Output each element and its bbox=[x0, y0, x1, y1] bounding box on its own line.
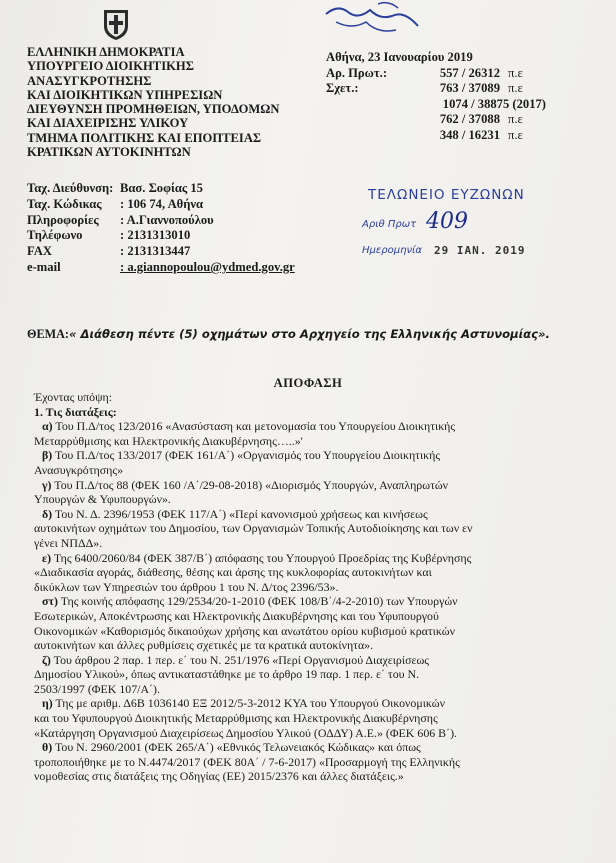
reference-value: 762 / 37088 bbox=[439, 112, 500, 127]
provision-line bbox=[34, 755, 592, 770]
reference-row bbox=[326, 66, 554, 82]
provision-line bbox=[34, 740, 592, 755]
reference-row bbox=[326, 81, 554, 97]
provision-list bbox=[34, 419, 592, 784]
provision-line bbox=[34, 507, 592, 522]
header-line: ΕΛΛΗΝΙΚΗ ΔΗΜΟΚΡΑΤΙΑ bbox=[27, 45, 185, 59]
provision-text: Του Π.Δ/τος 123/2016 «Ανασύσταση και μετονομασία του Υπουργείου Διοικητικής bbox=[55, 419, 456, 434]
contact-label: Πληροφορίες bbox=[27, 212, 99, 227]
provision-text: Εσωτερικών, Αποκέντρωσης και Ηλεκτρονικής Διακυβέρνησης και του Υφυπουργού bbox=[34, 608, 439, 623]
reference-suffix: π.ε bbox=[508, 112, 523, 127]
contact-value: : 106 74, Αθήνα bbox=[120, 196, 204, 211]
reference-block bbox=[326, 50, 554, 144]
provision-letter: θ) bbox=[42, 740, 53, 755]
contact-value: : 2131313447 bbox=[120, 244, 191, 259]
provision-line bbox=[34, 434, 592, 449]
stamp-office: ΤΕΛΩΝΕΙΟ ΕΥΖΩΝΩΝ bbox=[368, 187, 525, 203]
reference-key bbox=[326, 97, 396, 113]
provision-item bbox=[34, 594, 592, 652]
subject-label: ΘΕΜΑ: bbox=[27, 327, 69, 341]
provision-line bbox=[34, 551, 592, 566]
provision-item bbox=[34, 448, 592, 477]
provision-line bbox=[34, 478, 592, 493]
header-line: ΥΠΟΥΡΓΕΙΟ ΔΙΟΙΚΗΤΙΚΗΣ bbox=[27, 59, 194, 74]
provision-line bbox=[34, 521, 592, 536]
provision-text: Του Ν. 2960/2001 (ΦΕΚ 265/Α΄) «Εθνικός Τελωνειακός Κώδικας» και όπως bbox=[54, 740, 421, 755]
contact-value: Βασ. Σοφίας 15 bbox=[120, 181, 203, 195]
reference-row bbox=[326, 97, 554, 113]
reference-suffix: π.ε bbox=[508, 65, 523, 80]
document-date: Αθήνα, 23 Ιανουαρίου 2019 bbox=[326, 50, 473, 64]
provision-letter: ε) bbox=[42, 550, 52, 565]
provision-text: δικύκλων των Υπηρεσιών του άρθρου 1 του Ν. Δ/τος 2396/53». bbox=[34, 579, 339, 594]
reference-suffix: π.ε bbox=[508, 127, 523, 142]
stamp-date-label: Ημερομηνία bbox=[362, 245, 423, 256]
contact-value: : 2131313010 bbox=[120, 228, 191, 243]
provision-line bbox=[34, 580, 592, 595]
reference-row bbox=[326, 128, 554, 144]
provision-text: Της 6400/2060/84 (ΦΕΚ 387/Β΄) απόφασης του Υπουργού Προεδρίας της Κυβέρνησης bbox=[53, 550, 472, 565]
reference-key bbox=[326, 112, 396, 128]
greek-coat-of-arms-icon bbox=[100, 6, 132, 42]
provision-line bbox=[34, 726, 592, 741]
provision-text: αυτοκινήτων και άλλες ρυθμίσεις σχετικές με τα κρατικά αυτοκίνητα». bbox=[34, 638, 374, 653]
provision-line bbox=[34, 682, 592, 697]
provision-line bbox=[34, 609, 592, 624]
contact-label: Ταχ. Διεύθυνση: bbox=[27, 181, 114, 195]
provision-item bbox=[34, 507, 592, 551]
header-line: ΚΑΙ ΔΙΟΙΚΗΤΙΚΩΝ ΥΠΗΡΕΣΙΩΝ bbox=[27, 87, 223, 102]
stamp-number-value: 409 bbox=[426, 209, 468, 234]
header-line: ΔΙΕΥΘΥΝΣΗ ΠΡΟΜΗΘΕΙΩΝ, ΥΠΟΔΟΜΩΝ bbox=[27, 102, 280, 117]
customs-receipt-stamp bbox=[362, 187, 526, 257]
handwritten-signature-icon bbox=[318, 0, 428, 44]
provision-line bbox=[34, 653, 592, 668]
provision-line bbox=[34, 448, 592, 463]
contact-label: Τηλέφωνο bbox=[27, 228, 83, 243]
reference-key: Αρ. Πρωτ.: bbox=[326, 65, 388, 80]
contact-row bbox=[27, 213, 295, 229]
provision-letter: α) bbox=[42, 419, 53, 434]
contact-row bbox=[27, 228, 295, 244]
provision-text: «Διαδικασία αγοράς, διάθεσης, θέσης και άρσης της κυκλοφορίας αυτοκινήτων και bbox=[34, 565, 432, 580]
provision-item bbox=[34, 653, 592, 697]
provision-text: και του Υφυπουργού Διοικητικής Μεταρρύθμισης και Ηλεκτρονικής Διακυβέρνησης bbox=[34, 711, 438, 726]
provision-item bbox=[34, 740, 592, 784]
subject-line bbox=[27, 327, 550, 342]
point-heading: 1. Τις διατάξεις: bbox=[34, 404, 117, 419]
decision-body bbox=[34, 390, 592, 784]
issuing-authority-header bbox=[27, 45, 279, 159]
provision-line bbox=[34, 769, 592, 784]
provision-line bbox=[34, 492, 592, 507]
reference-value: 1074 / 38875 (2017) bbox=[442, 96, 546, 111]
provision-text: νομοθεσίας στις διατάξεις της Οδηγίας (ΕΕ) 2015/2376 και άλλες διατάξεις.» bbox=[34, 769, 404, 784]
contact-details bbox=[27, 181, 295, 276]
intro-text: Έχοντας υπόψη: bbox=[34, 390, 113, 404]
provision-text: 2503/1997 (ΦΕΚ 107/Α΄). bbox=[34, 681, 160, 696]
provision-text: Του Π.Δ/τος 133/2017 (ΦΕΚ 161/Α΄) «Οργανισμός του Υπουργείου Διοικητικής bbox=[55, 448, 441, 463]
provision-text: Οικονομικών «Καθορισμός δικαιούχων χρήσης και ανωτάτου ορίου κυβισμού κρατικών bbox=[34, 623, 455, 638]
provision-line bbox=[34, 536, 592, 551]
provision-text: Του Π.Δ/τος 88 (ΦΕΚ 160 /Α΄/29-08-2018) «Διορισμός Υπουργών, Αναπληρωτών bbox=[54, 477, 449, 492]
provision-text: αυτοκινήτων οχημάτων του Δημοσίου, των Οργανισμών Τοπικής Αυτοδιοίκησης και των εν bbox=[34, 521, 473, 536]
decision-title: ΑΠΟΦΑΣΗ bbox=[273, 376, 343, 390]
reference-key: Σχετ.: bbox=[326, 81, 359, 96]
provision-letter: στ) bbox=[42, 594, 58, 609]
reference-suffix: π.ε bbox=[508, 81, 523, 96]
provision-line bbox=[34, 624, 592, 639]
header-line: ΤΜΗΜΑ ΠΟΛΙΤΙΚΗΣ ΚΑΙ ΕΠΟΠΤΕΙΑΣ bbox=[27, 130, 262, 145]
header-line: ΚΑΙ ΔΙΑΧΕΙΡΙΣΗΣ ΥΛΙΚΟΥ bbox=[27, 116, 189, 131]
header-line: ΑΝΑΣΥΓΚΡΟΤΗΣΗΣ bbox=[27, 73, 152, 88]
provision-text: Του Ν. Δ. 2396/1953 (ΦΕΚ 117/Α΄) «Περί κανονισμού χρήσεως και κινήσεως bbox=[54, 506, 428, 521]
provision-text: Του άρθρου 2 παρ. 1 περ. ε΄ του Ν. 251/1976 «Περί Οργανισμού Διαχειρίσεως bbox=[53, 652, 430, 667]
provision-line bbox=[34, 463, 592, 478]
reference-value: 763 / 37089 bbox=[439, 81, 500, 96]
contact-label: FAX bbox=[27, 244, 52, 259]
contact-label: e-mail bbox=[27, 259, 61, 274]
stamp-date-value: 29 ΙΑΝ. 2019 bbox=[434, 244, 526, 257]
provision-item bbox=[34, 551, 592, 595]
provision-letter: η) bbox=[42, 696, 53, 711]
contact-value: : Α.Γιαννοπούλου bbox=[120, 212, 214, 227]
provision-text: Μεταρρύθμισης και Ηλεκτρονικής Διακυβέρνησης…..»' bbox=[34, 433, 303, 448]
subject-text: « Διάθεση πέντε (5) οχημάτων στο Αρχηγείο της Ελληνικής Αστυνομίας». bbox=[68, 327, 550, 341]
provision-text: Ανασυγκρότησης» bbox=[34, 462, 124, 477]
provision-text: γένει ΝΠΔΔ». bbox=[34, 535, 103, 550]
provision-item bbox=[34, 478, 592, 507]
provision-text: «Κατάργηση Οργανισμού Διαχειρίσεως Δημοσίου Υλικού (ΟΔΔΥ) Α.Ε.» (ΦΕΚ 606 Β΄). bbox=[34, 725, 458, 740]
provision-line bbox=[34, 711, 592, 726]
reference-value: 348 / 16231 bbox=[439, 127, 500, 142]
provision-line bbox=[34, 594, 592, 609]
stamp-number-label: Αριθ Πρωτ bbox=[362, 219, 417, 230]
provision-text: τροποποιήθηκε με το Ν.4474/2017 (ΦΕΚ 80Α΄ / 7-6-2017) «Προσαρμογή της Ελληνικής bbox=[34, 754, 460, 769]
provision-text: Υπουργών & Υφυπουργών». bbox=[34, 492, 171, 507]
provision-line bbox=[34, 419, 592, 434]
provision-line bbox=[34, 638, 592, 653]
provision-line bbox=[34, 667, 592, 682]
contact-label: Ταχ. Κώδικας bbox=[27, 196, 102, 211]
provision-text: Δημοσίου Υλικού», όπως αντικαταστάθηκε με το άρθρο 19 παρ. 1 περ. ε΄ του Ν. bbox=[34, 667, 420, 682]
provision-line bbox=[34, 696, 592, 711]
provision-letter: γ) bbox=[42, 477, 52, 492]
provision-line bbox=[34, 565, 592, 580]
email-link[interactable]: : a.giannopoulou@ydmed.gov.gr bbox=[120, 259, 295, 274]
provision-text: Της με αριθμ. Δ6Β 1036140 ΕΞ 2012/5-3-2012 ΚΥΑ του Υπουργού Οικονομικών bbox=[55, 696, 446, 711]
provision-text: Της κοινής απόφασης 129/2534/20-1-2010 (ΦΕΚ 108/Β΄/4-2-2010) των Υπουργών bbox=[60, 594, 458, 609]
reference-value: 557 / 26312 bbox=[439, 65, 500, 80]
contact-row bbox=[27, 197, 295, 213]
header-line: ΚΡΑΤΙΚΩΝ ΑΥΤΟΚΙΝΗΤΩΝ bbox=[27, 145, 191, 160]
contact-row bbox=[27, 181, 295, 197]
reference-key bbox=[326, 128, 396, 144]
provision-letter: ζ) bbox=[42, 652, 51, 667]
contact-row bbox=[27, 244, 295, 260]
provision-letter: δ) bbox=[42, 506, 53, 521]
provision-letter: β) bbox=[42, 448, 53, 463]
provision-item bbox=[34, 419, 592, 448]
provision-item bbox=[34, 696, 592, 740]
reference-row bbox=[326, 112, 554, 128]
contact-row bbox=[27, 260, 295, 276]
